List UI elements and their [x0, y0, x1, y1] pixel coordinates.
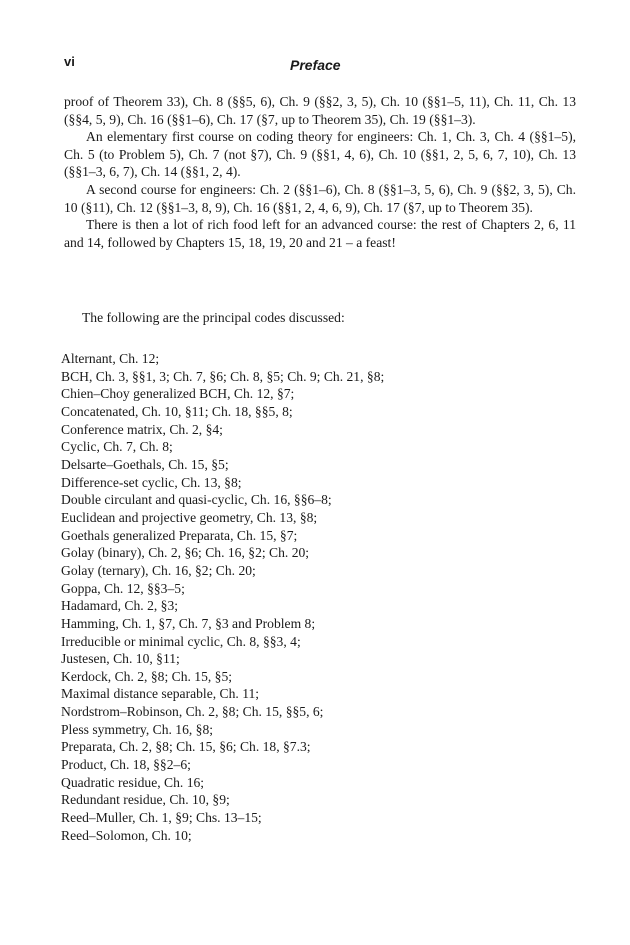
list-item: Irreducible or minimal cyclic, Ch. 8, §§3, 4;	[61, 633, 301, 649]
list-item: Pless symmetry, Ch. 16, §8;	[61, 721, 214, 737]
list-item: Hamming, Ch. 1, §7, Ch. 7, §3 and Problem 8;	[61, 615, 316, 631]
list-item: Goppa, Ch. 12, §§3–5;	[61, 580, 185, 596]
paragraph-advanced-course: There is then a lot of rich food left for an advanced course: the rest of Chapters 2, 6, 11 and 14, followed by Chapters 15, 18, 19, 20 and 21 – a feast!	[64, 217, 576, 250]
paragraph-first-course: An elementary first course on coding theory for engineers: Ch. 1, Ch. 3, Ch. 4 (§§1–5), Ch. 5 (to Problem 5), Ch. 7 (not §7), Ch. 9 (§§1, 4, 6), Ch. 10 (§§1, 2, 5, 6, 7, 10), Ch. 13 (§§1–3, 6, 7), Ch. 14 (§§1, 2, 4).	[64, 129, 576, 180]
list-item: Maximal distance separable, Ch. 11;	[61, 686, 260, 702]
list-item: Product, Ch. 18, §§2–6;	[61, 757, 191, 773]
page-number: vi	[64, 54, 75, 69]
list-item: BCH, Ch. 3, §§1, 3; Ch. 7, §6; Ch. 8, §5; Ch. 9; Ch. 21, §8;	[61, 368, 385, 384]
list-item: Golay (ternary), Ch. 16, §2; Ch. 20;	[61, 562, 256, 578]
list-item: Chien–Choy generalized BCH, Ch. 12, §7;	[61, 386, 295, 402]
list-item: Kerdock, Ch. 2, §8; Ch. 15, §5;	[61, 668, 233, 684]
codes-list	[61, 350, 384, 844]
list-item: Justesen, Ch. 10, §11;	[61, 651, 180, 667]
list-item: Redundant residue, Ch. 10, §9;	[61, 792, 230, 808]
preface-body	[64, 93, 576, 251]
codes-intro: The following are the principal codes discussed:	[82, 310, 345, 325]
list-item: Golay (binary), Ch. 2, §6; Ch. 16, §2; Ch. 20;	[61, 545, 310, 561]
list-item: Preparata, Ch. 2, §8; Ch. 15, §6; Ch. 18, §7.3;	[61, 739, 311, 755]
paragraph-second-course: A second course for engineers: Ch. 2 (§§1–6), Ch. 8 (§§1–3, 5, 6), Ch. 9 (§§2, 3, 5), Ch. 10 (§11), Ch. 12 (§§1–3, 8, 9), Ch. 16 (§§1, 2, 4, 6, 9), Ch. 17 (§7, up to Theorem 35).	[64, 181, 576, 215]
list-item: Reed–Muller, Ch. 1, §9; Chs. 13–15;	[61, 810, 262, 826]
list-item: Delsarte–Goethals, Ch. 15, §5;	[61, 456, 229, 472]
list-item: Hadamard, Ch. 2, §3;	[61, 598, 179, 614]
list-item: Nordstrom–Robinson, Ch. 2, §8; Ch. 15, §§5, 6;	[61, 704, 324, 720]
list-item: Quadratic residue, Ch. 16;	[61, 774, 205, 790]
list-item: Concatenated, Ch. 10, §11; Ch. 18, §§5, 8;	[61, 403, 293, 419]
list-item: Cyclic, Ch. 7, Ch. 8;	[61, 439, 173, 455]
list-item: Alternant, Ch. 12;	[61, 351, 160, 366]
running-head: Preface	[290, 57, 341, 73]
list-item: Goethals generalized Preparata, Ch. 15, §7;	[61, 527, 298, 543]
list-item: Reed–Solomon, Ch. 10;	[61, 827, 192, 843]
list-item: Euclidean and projective geometry, Ch. 13, §8;	[61, 509, 318, 525]
list-item: Double circulant and quasi-cyclic, Ch. 16, §§6–8;	[61, 492, 332, 508]
list-item: Conference matrix, Ch. 2, §4;	[61, 421, 223, 437]
paragraph-continuation: proof of Theorem 33), Ch. 8 (§§5, 6), Ch. 9 (§§2, 3, 5), Ch. 10 (§§1–5, 11), Ch. 11, Ch. 13 (§§4, 5, 9), Ch. 16 (§§1–6), Ch. 17 (§7, up to Theorem 35), Ch. 19 (§§1–3).	[64, 94, 576, 127]
list-item: Difference-set cyclic, Ch. 13, §8;	[61, 474, 242, 490]
